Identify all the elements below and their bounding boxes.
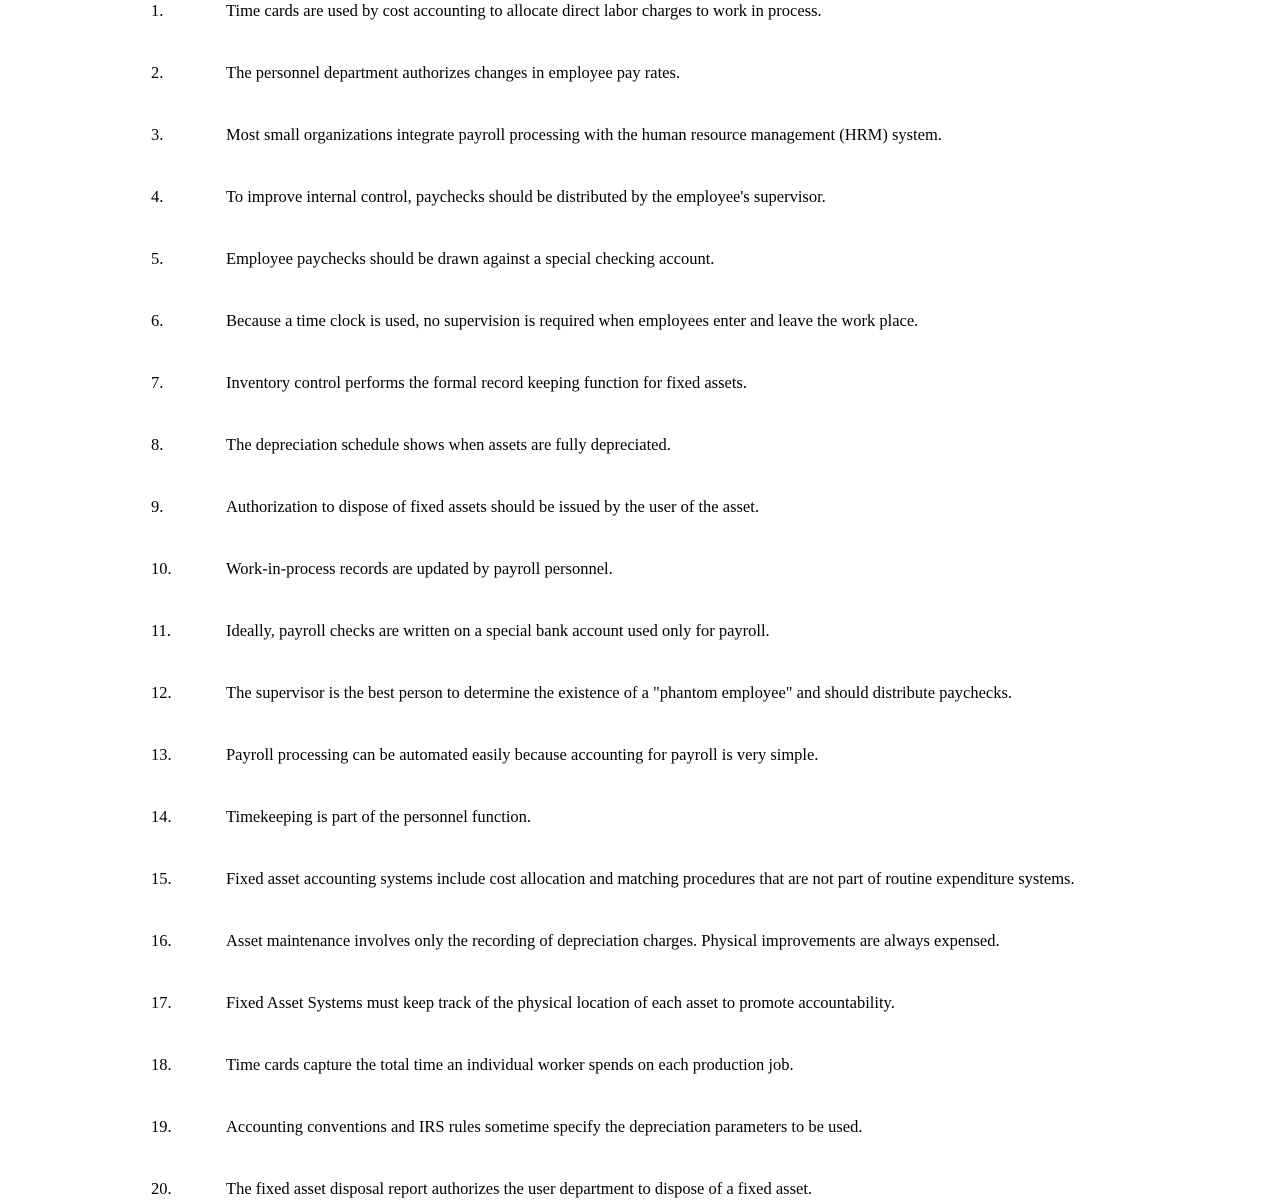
question-text: The fixed asset disposal report authorizes the user department to dispose of a fixed asset. bbox=[226, 1179, 813, 1198]
question-item bbox=[151, 311, 1151, 331]
question-number: 20. bbox=[151, 1179, 172, 1198]
question-number: 16. bbox=[151, 931, 172, 950]
question-number: 10. bbox=[151, 559, 172, 578]
question-number: 5. bbox=[151, 249, 164, 268]
question-item bbox=[151, 435, 1151, 455]
question-number: 11. bbox=[151, 621, 172, 640]
question-item bbox=[151, 497, 1151, 517]
question-text: Timekeeping is part of the personnel function. bbox=[226, 807, 532, 826]
question-item bbox=[151, 683, 1151, 703]
question-number: 7. bbox=[151, 373, 164, 392]
question-text: Time cards are used by cost accounting to allocate direct labor charges to work in process. bbox=[226, 1, 822, 20]
question-item bbox=[151, 125, 1151, 145]
question-text: Accounting conventions and IRS rules sometime specify the depreciation parameters to be used. bbox=[226, 1117, 863, 1136]
question-text: Inventory control performs the formal record keeping function for fixed assets. bbox=[226, 373, 747, 392]
question-item bbox=[151, 373, 1151, 393]
question-number: 18. bbox=[151, 1055, 172, 1074]
question-item bbox=[151, 187, 1151, 207]
question-number: 3. bbox=[151, 125, 164, 144]
question-item bbox=[151, 63, 1151, 83]
question-text: Asset maintenance involves only the recording of depreciation charges. Physical improvements are always expensed. bbox=[226, 931, 1000, 950]
question-item bbox=[151, 869, 1151, 889]
question-number: 6. bbox=[151, 311, 164, 330]
question-number: 17. bbox=[151, 993, 172, 1012]
question-text: The supervisor is the best person to determine the existence of a "phantom employee" and should distribute paychecks. bbox=[226, 683, 1013, 702]
question-item bbox=[151, 931, 1151, 951]
question-text: Authorization to dispose of fixed assets should be issued by the user of the asset. bbox=[226, 497, 759, 516]
question-number: 19. bbox=[151, 1117, 172, 1136]
question-item bbox=[151, 993, 1151, 1013]
question-text: Because a time clock is used, no supervision is required when employees enter and leave the work place. bbox=[226, 311, 919, 330]
question-item bbox=[151, 745, 1151, 765]
question-number: 4. bbox=[151, 187, 164, 206]
question-number: 15. bbox=[151, 869, 172, 888]
question-number: 8. bbox=[151, 435, 164, 454]
question-text: The depreciation schedule shows when assets are fully depreciated. bbox=[226, 435, 671, 454]
question-text: Most small organizations integrate payroll processing with the human resource management (HRM) system. bbox=[226, 125, 942, 144]
question-list bbox=[151, 0, 1151, 1199]
question-number: 1. bbox=[151, 1, 164, 20]
question-item bbox=[151, 621, 1151, 641]
question-text: To improve internal control, paychecks should be distributed by the employee's supervisor. bbox=[226, 187, 826, 206]
question-text: Time cards capture the total time an individual worker spends on each production job. bbox=[226, 1055, 794, 1074]
question-text: Fixed Asset Systems must keep track of the physical location of each asset to promote accountability. bbox=[226, 993, 895, 1012]
question-text: Ideally, payroll checks are written on a special bank account used only for payroll. bbox=[226, 621, 770, 640]
question-text: The personnel department authorizes changes in employee pay rates. bbox=[226, 63, 681, 82]
question-number: 14. bbox=[151, 807, 172, 826]
question-number: 13. bbox=[151, 745, 172, 764]
question-text: Fixed asset accounting systems include cost allocation and matching procedures that are not part of routine expenditure systems. bbox=[226, 869, 1075, 888]
question-number: 12. bbox=[151, 683, 172, 702]
question-item bbox=[151, 249, 1151, 269]
question-text: Work-in-process records are updated by payroll personnel. bbox=[226, 559, 613, 578]
question-item bbox=[151, 807, 1151, 827]
question-item bbox=[151, 1, 1151, 21]
question-text: Employee paychecks should be drawn against a special checking account. bbox=[226, 249, 715, 268]
question-item bbox=[151, 1117, 1151, 1137]
question-number: 2. bbox=[151, 63, 164, 82]
question-item bbox=[151, 1179, 1151, 1199]
question-item bbox=[151, 559, 1151, 579]
question-item bbox=[151, 1055, 1151, 1075]
question-text: Payroll processing can be automated easily because accounting for payroll is very simple. bbox=[226, 745, 819, 764]
question-number: 9. bbox=[151, 497, 164, 516]
